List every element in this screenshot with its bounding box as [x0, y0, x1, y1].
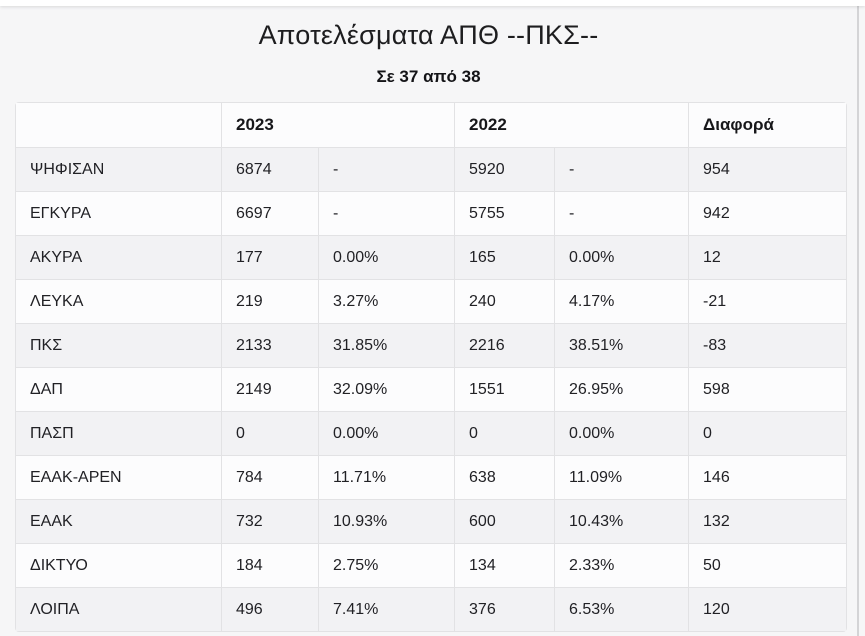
cell-party-label: ΔΑΠ — [16, 368, 222, 412]
cell-party-label: ΠΑΣΠ — [16, 412, 222, 456]
cell-party-label: ΨΗΦΙΣΑΝ — [16, 148, 222, 192]
cell-2022-votes: 638 — [455, 456, 555, 500]
cell-2022-votes: 5920 — [455, 148, 555, 192]
cell-diff: 132 — [689, 500, 846, 544]
cell-2022-votes: 2216 — [455, 324, 555, 368]
cell-2023-percent: 3.27% — [319, 280, 455, 324]
cell-2023-votes: 177 — [222, 236, 319, 280]
cell-2022-percent: 26.95% — [555, 368, 689, 412]
cell-2023-votes: 6697 — [222, 192, 319, 236]
table-row — [16, 148, 846, 192]
cell-2023-votes: 496 — [222, 588, 319, 631]
cell-2022-votes: 240 — [455, 280, 555, 324]
cell-2022-votes: 600 — [455, 500, 555, 544]
header-cell-empty — [16, 103, 222, 148]
cell-2023-percent: 11.71% — [319, 456, 455, 500]
cell-diff: 954 — [689, 148, 846, 192]
cell-2022-percent: 0.00% — [555, 236, 689, 280]
cell-2023-votes: 0 — [222, 412, 319, 456]
cell-diff: 598 — [689, 368, 846, 412]
table-header-row — [16, 103, 846, 148]
cell-2022-votes: 376 — [455, 588, 555, 631]
cell-2023-percent: 7.41% — [319, 588, 455, 631]
cell-2023-percent: 32.09% — [319, 368, 455, 412]
table-row — [16, 324, 846, 368]
header-cell-2023: 2023 — [222, 103, 455, 148]
table-row — [16, 588, 846, 631]
cell-party-label: ΑΚΥΡΑ — [16, 236, 222, 280]
cell-2023-percent: - — [319, 148, 455, 192]
cell-2022-votes: 5755 — [455, 192, 555, 236]
table-row — [16, 236, 846, 280]
cell-diff: 50 — [689, 544, 846, 588]
cell-diff: -83 — [689, 324, 846, 368]
cell-2022-percent: 2.33% — [555, 544, 689, 588]
cell-party-label: ΛΟΙΠΑ — [16, 588, 222, 631]
cell-2023-votes: 2133 — [222, 324, 319, 368]
cell-2023-percent: 10.93% — [319, 500, 455, 544]
cell-party-label: ΔΙΚΤΥΟ — [16, 544, 222, 588]
cell-diff: 120 — [689, 588, 846, 631]
cell-2023-votes: 6874 — [222, 148, 319, 192]
cell-2023-votes: 219 — [222, 280, 319, 324]
cell-diff: 942 — [689, 192, 846, 236]
results-table — [15, 102, 847, 632]
cell-2022-votes: 0 — [455, 412, 555, 456]
cell-2022-percent: 0.00% — [555, 412, 689, 456]
table-row — [16, 544, 846, 588]
top-bar — [0, 0, 865, 6]
page-title: Αποτελέσματα ΑΠΘ --ΠΚΣ-- — [258, 20, 599, 50]
cell-2022-percent: 10.43% — [555, 500, 689, 544]
cell-diff: -21 — [689, 280, 846, 324]
cell-2023-votes: 2149 — [222, 368, 319, 412]
cell-diff: 12 — [689, 236, 846, 280]
cell-2023-percent: 2.75% — [319, 544, 455, 588]
table-row — [16, 412, 846, 456]
cell-diff: 0 — [689, 412, 846, 456]
cell-2022-percent: 38.51% — [555, 324, 689, 368]
header-cell-2022: 2022 — [455, 103, 689, 148]
cell-2022-percent: 6.53% — [555, 588, 689, 631]
cell-2022-votes: 1551 — [455, 368, 555, 412]
cell-party-label: ΠΚΣ — [16, 324, 222, 368]
cell-2023-votes: 184 — [222, 544, 319, 588]
cell-2022-votes: 165 — [455, 236, 555, 280]
cell-2023-votes: 732 — [222, 500, 319, 544]
cell-party-label: ΕΓΚΥΡΑ — [16, 192, 222, 236]
table-row — [16, 280, 846, 324]
cell-2023-votes: 784 — [222, 456, 319, 500]
cell-2022-percent: - — [555, 192, 689, 236]
table-row — [16, 368, 846, 412]
page-subtitle: Σε 37 από 38 — [376, 67, 481, 86]
cell-2022-percent: 11.09% — [555, 456, 689, 500]
cell-party-label: ΛΕΥΚΑ — [16, 280, 222, 324]
cell-2022-votes: 134 — [455, 544, 555, 588]
cell-2023-percent: 0.00% — [319, 412, 455, 456]
cell-party-label: ΕΑΑΚ-ΑΡΕΝ — [16, 456, 222, 500]
table-row — [16, 500, 846, 544]
cell-diff: 146 — [689, 456, 846, 500]
cell-2023-percent: 31.85% — [319, 324, 455, 368]
cell-2023-percent: 0.00% — [319, 236, 455, 280]
right-edge-divider — [857, 6, 859, 636]
cell-2023-percent: - — [319, 192, 455, 236]
cell-2022-percent: 4.17% — [555, 280, 689, 324]
header-cell-diff: Διαφορά — [689, 103, 846, 148]
table-row — [16, 456, 846, 500]
cell-party-label: ΕΑΑΚ — [16, 500, 222, 544]
cell-2022-percent: - — [555, 148, 689, 192]
table-row — [16, 192, 846, 236]
